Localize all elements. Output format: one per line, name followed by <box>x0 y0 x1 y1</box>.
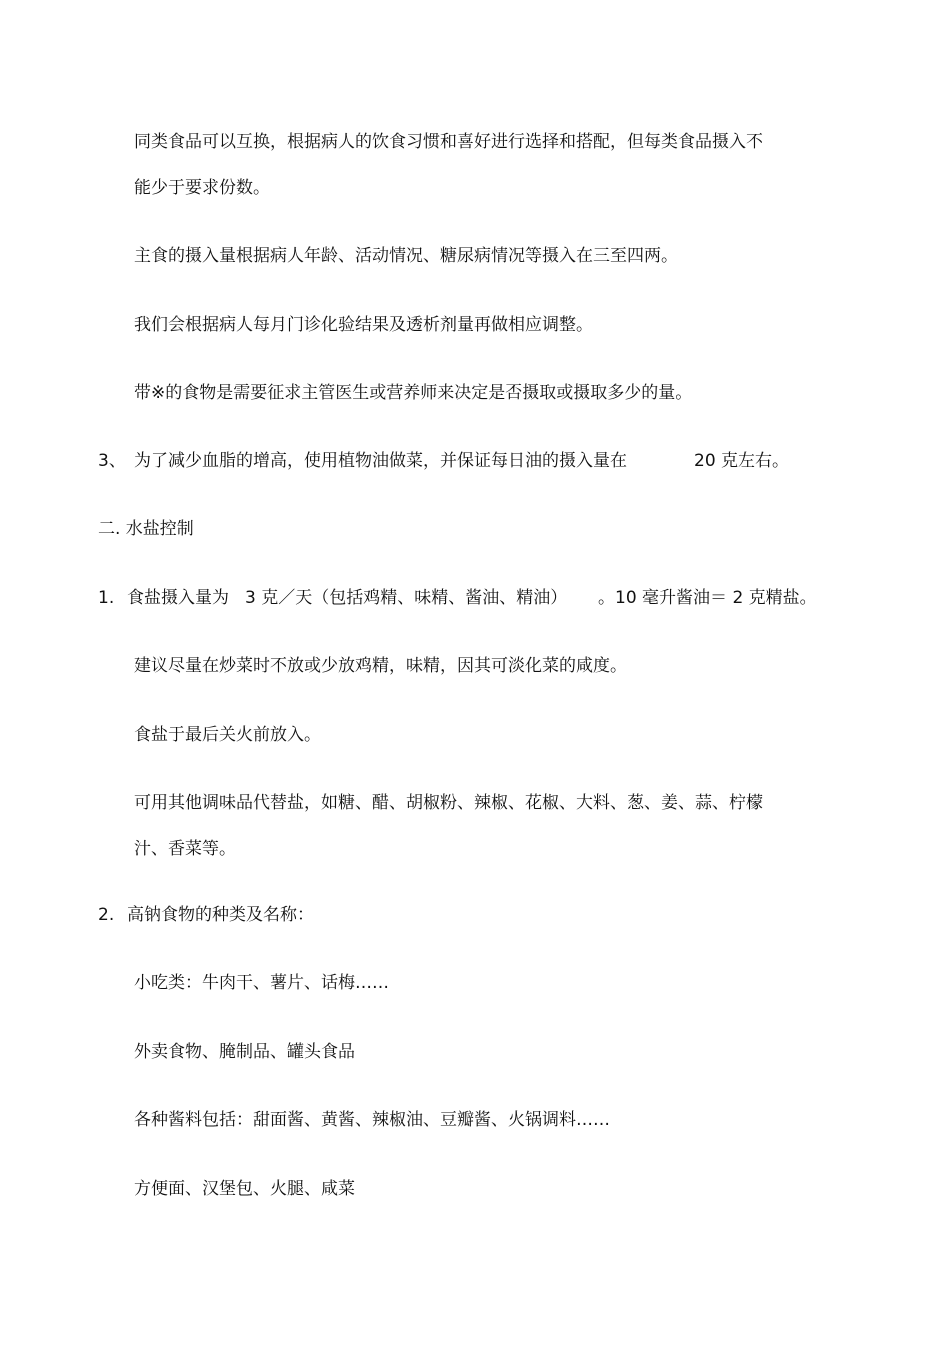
intro-para2: 主食的摄入量根据病人年龄、活动情况、糖尿病情况等摄入在三至四两。 <box>134 246 678 266</box>
item3-text-b: 20 克左右。 <box>694 451 790 471</box>
section2-item1-number: 1. <box>98 588 115 608</box>
section2-item2-number: 2. <box>98 905 115 925</box>
intro-para4: 带※的食物是需要征求主管医生或营养师来决定是否摄取或摄取多少的量。 <box>134 383 693 403</box>
intro-para1-line2: 能少于要求份数。 <box>134 178 270 198</box>
section2-item1-text-c: 。10 毫升酱油＝ 2 克精盐。 <box>598 588 817 608</box>
section2-item1-sub3-line2: 汁、香菜等。 <box>134 839 236 859</box>
section2-item2-sub2: 外卖食物、腌制品、罐头食品 <box>134 1042 355 1062</box>
section2-item1-text-a: 食盐摄入量为 <box>127 588 229 608</box>
intro-para1-line1: 同类食品可以互换，根据病人的饮食习惯和喜好进行选择和搭配，但每类食品摄入不 <box>134 132 763 152</box>
section2-item1-text-b: 3 克／天（包括鸡精、味精、酱油、精油） <box>245 588 568 608</box>
section2-heading: 二. 水盐控制 <box>98 519 194 539</box>
section2-item2-sub4: 方便面、汉堡包、火腿、咸菜 <box>134 1179 355 1199</box>
item3-text-a: 为了减少血脂的增高，使用植物油做菜，并保证每日油的摄入量在 <box>134 451 627 471</box>
item3-number: 3、 <box>98 451 126 471</box>
section2-item1-sub2: 食盐于最后关火前放入。 <box>134 725 321 745</box>
section2-item2-text: 高钠食物的种类及名称： <box>127 905 314 925</box>
section2-item1-sub1: 建议尽量在炒菜时不放或少放鸡精，味精，因其可淡化菜的咸度。 <box>134 656 627 676</box>
section2-item2-sub3: 各种酱料包括：甜面酱、黄酱、辣椒油、豆瓣酱、火锅调料…… <box>134 1110 610 1130</box>
section2-item2-sub1: 小吃类：牛肉干、薯片、话梅…… <box>134 973 389 993</box>
intro-para3: 我们会根据病人每月门诊化验结果及透析剂量再做相应调整。 <box>134 315 593 335</box>
section2-item1-sub3-line1: 可用其他调味品代替盐，如糖、醋、胡椒粉、辣椒、花椒、大料、葱、姜、蒜、柠檬 <box>134 793 763 813</box>
